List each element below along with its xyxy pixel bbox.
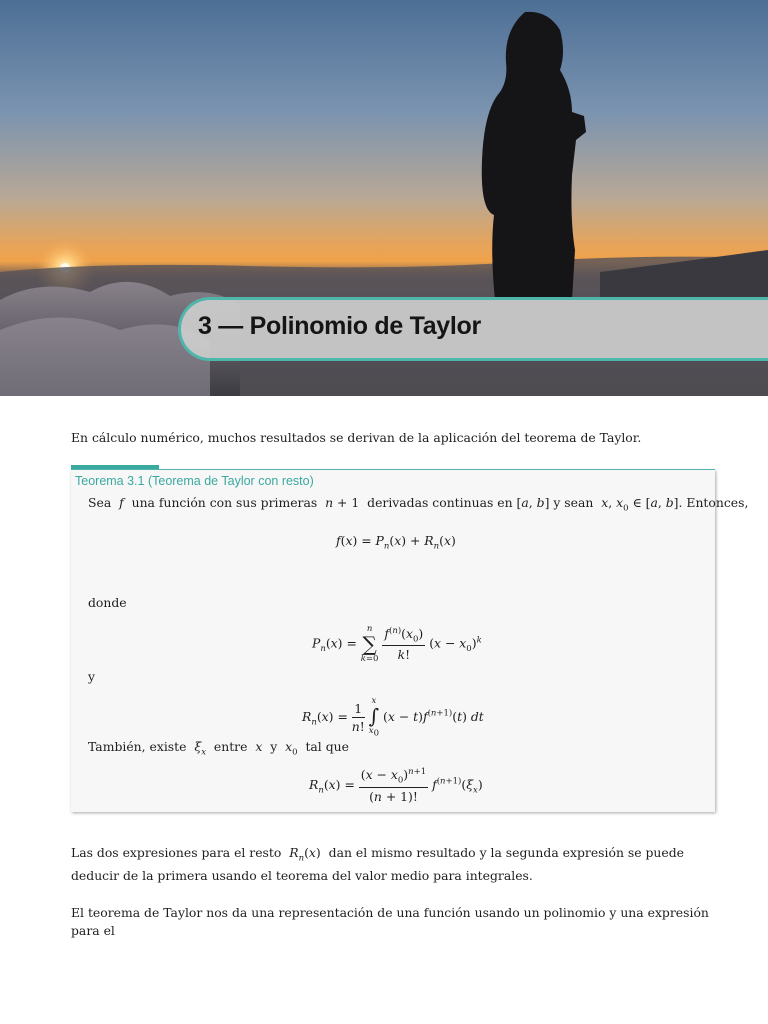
- chapter-title: 3 — Polinomio de Taylor: [198, 312, 481, 340]
- taylor-identity-equation: $f(x) = P_n(x) + R_n(x)$: [336, 533, 456, 552]
- taylor-representation-paragraph: El teorema de Taylor nos da una representación de una función usando un polinomio y una expresión para el: [71, 905, 709, 938]
- integral-remainder-equation: $R_n(x)$ = $\frac{1}{n!}$ x ∫ $x_0$ $(x - t)f^{(n+1)}(t)$ dt: [302, 696, 484, 739]
- theorem-top-rule: [71, 469, 715, 470]
- remainder-paragraph: Las dos expresiones para el resto $R_n(x)$ dan el mismo resultado y la segunda expresión se puede deducir de la primera usando el teorema del valor medio para integrales.: [71, 845, 685, 884]
- taylor-polynomial-equation: $P_n(x) = n$ ∑ k=0 $\frac{f^{(n)}(x_0)}{k!}$ $(x - x_0)^k$: [312, 624, 482, 664]
- theorem-accent-rule: [71, 465, 159, 469]
- intro-paragraph: En cálculo numérico, muchos resultados se derivan de la aplicación del teorema de Taylor.: [71, 430, 642, 445]
- lagrange-remainder-equation: $R_n(x)$ = $\frac{(x - x_0)^{n+1}}{(n + 1)!}$ $f^{(n+1)}(\xi_x)$: [309, 767, 483, 804]
- theorem-statement: Sea f una función con sus primeras n + 1 derivadas continuas en [a, b] y sean x, $x_0$ ∈ [a, b]. Entonces,: [88, 495, 749, 514]
- tambien-text: También, existe $\xi_x$ entre x y $x_0$ tal que: [88, 739, 349, 758]
- theorem-label: Teorema 3.1 (Teorema de Taylor con resto): [75, 474, 314, 488]
- y-text: y: [88, 669, 95, 684]
- donde-text: donde: [88, 595, 127, 610]
